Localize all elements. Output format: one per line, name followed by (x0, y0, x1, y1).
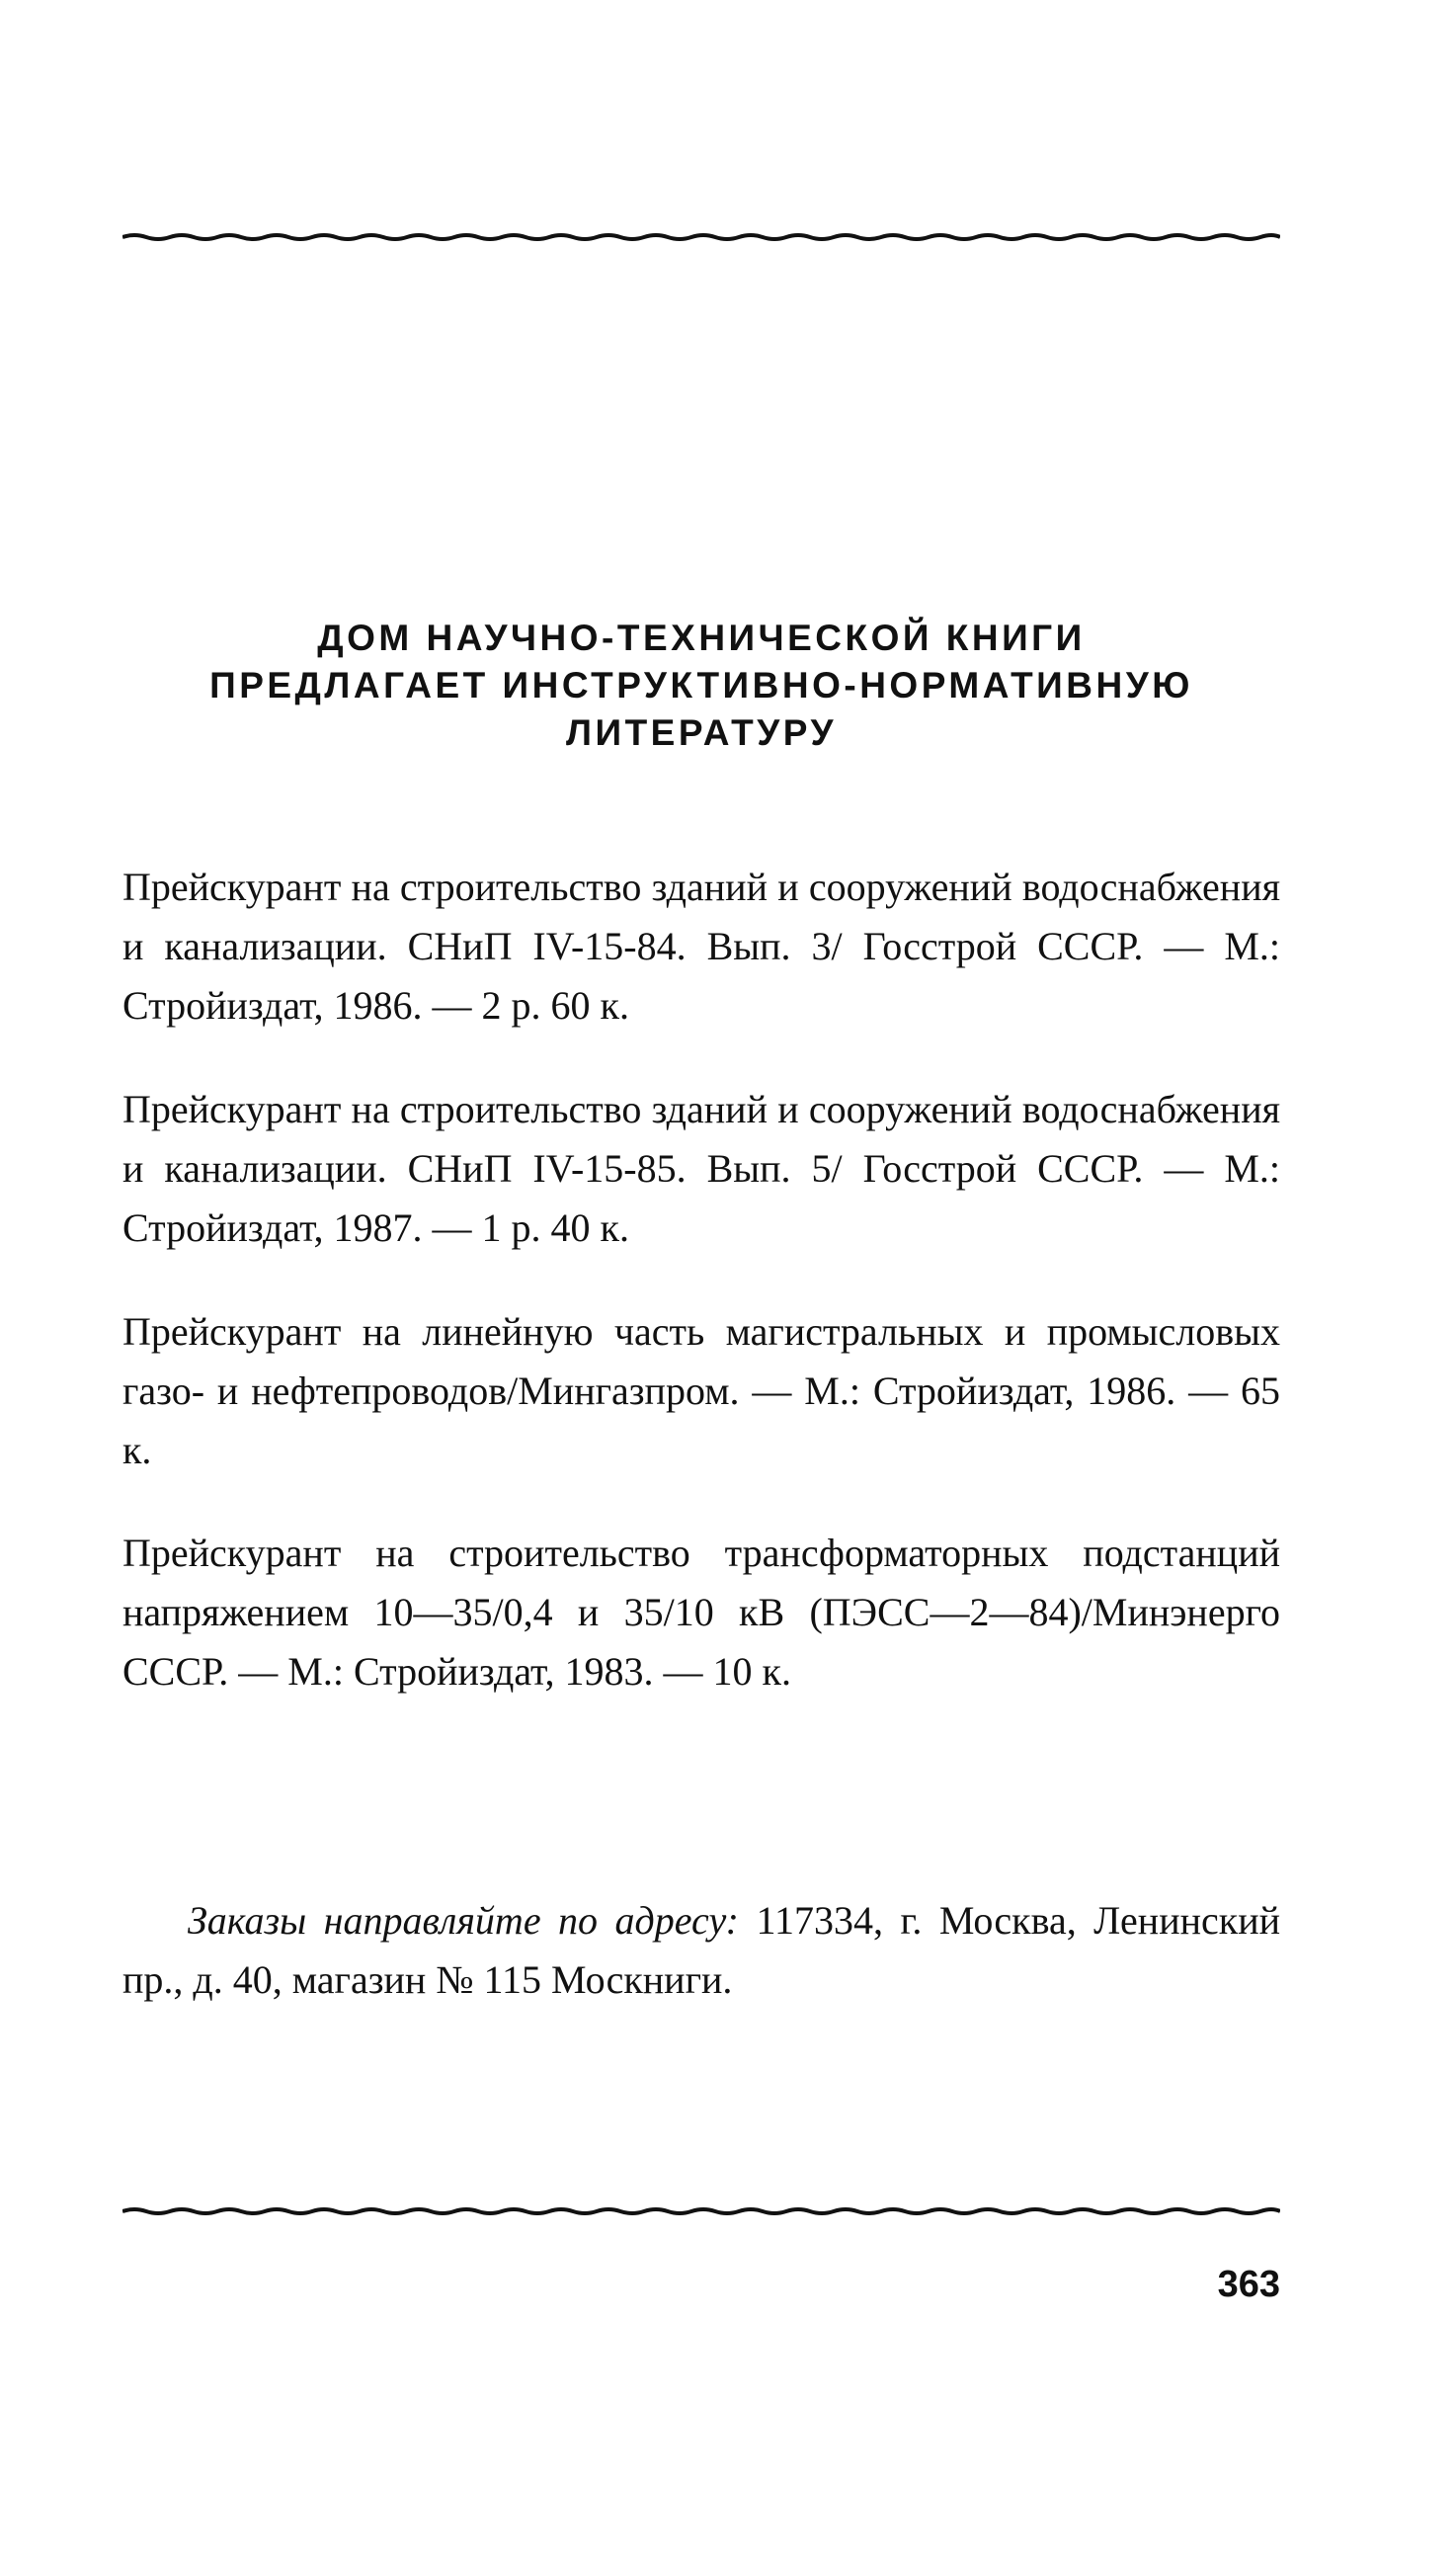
bottom-wavy-rule (122, 2203, 1280, 2219)
catalog-entry: Прейскурант на строительство зданий и сооружений водоснабжения и канализации. СНиП IV-15-85. Вып. 5/ Госстрой СССР. — М.: Стройиздат, 1987. — 1 р. 40 к. (122, 1087, 1280, 1250)
orders-address: 117334, г. Москва, Ленинский пр., д. 40, магазин № 115 Москниги. (122, 1898, 1281, 2002)
heading-line: ПРЕДЛАГАЕТ ИНСТРУКТИВНО-НОРМАТИВНУЮ (209, 665, 1193, 705)
orders-address-paragraph (122, 1891, 1280, 2010)
orders-lead: Заказы направляйте по адресу: (188, 1898, 739, 1943)
catalog-entries (122, 858, 1280, 1746)
catalog-entry: Прейскурант на строительство зданий и сооружений водоснабжения и канализации. СНиП IV-15-84. Вып. 3/ Госстрой СССР. — М.: Стройиздат, 1986. — 2 р. 60 к. (122, 865, 1280, 1028)
catalog-entry: Прейскурант на строительство трансформаторных подстанций напряжением 10—35/0,4 и 35/10 кВ (ПЭСС—2—84)/Минэнерго СССР. — М.: Стройиздат, 1983. — 10 к. (122, 1531, 1280, 1694)
page-heading (122, 615, 1280, 757)
page-number: 363 (1217, 2264, 1280, 2305)
top-wavy-rule (122, 229, 1280, 245)
heading-line: ДОМ НАУЧНО-ТЕХНИЧЕСКОЙ КНИГИ (317, 618, 1086, 658)
heading-line: ЛИТЕРАТУРУ (566, 712, 837, 753)
catalog-entry: Прейскурант на линейную часть магистральных и промысловых газо- и нефтепроводов/Мингазпром. — М.: Стройиздат, 1986. — 65 к. (122, 1309, 1280, 1472)
